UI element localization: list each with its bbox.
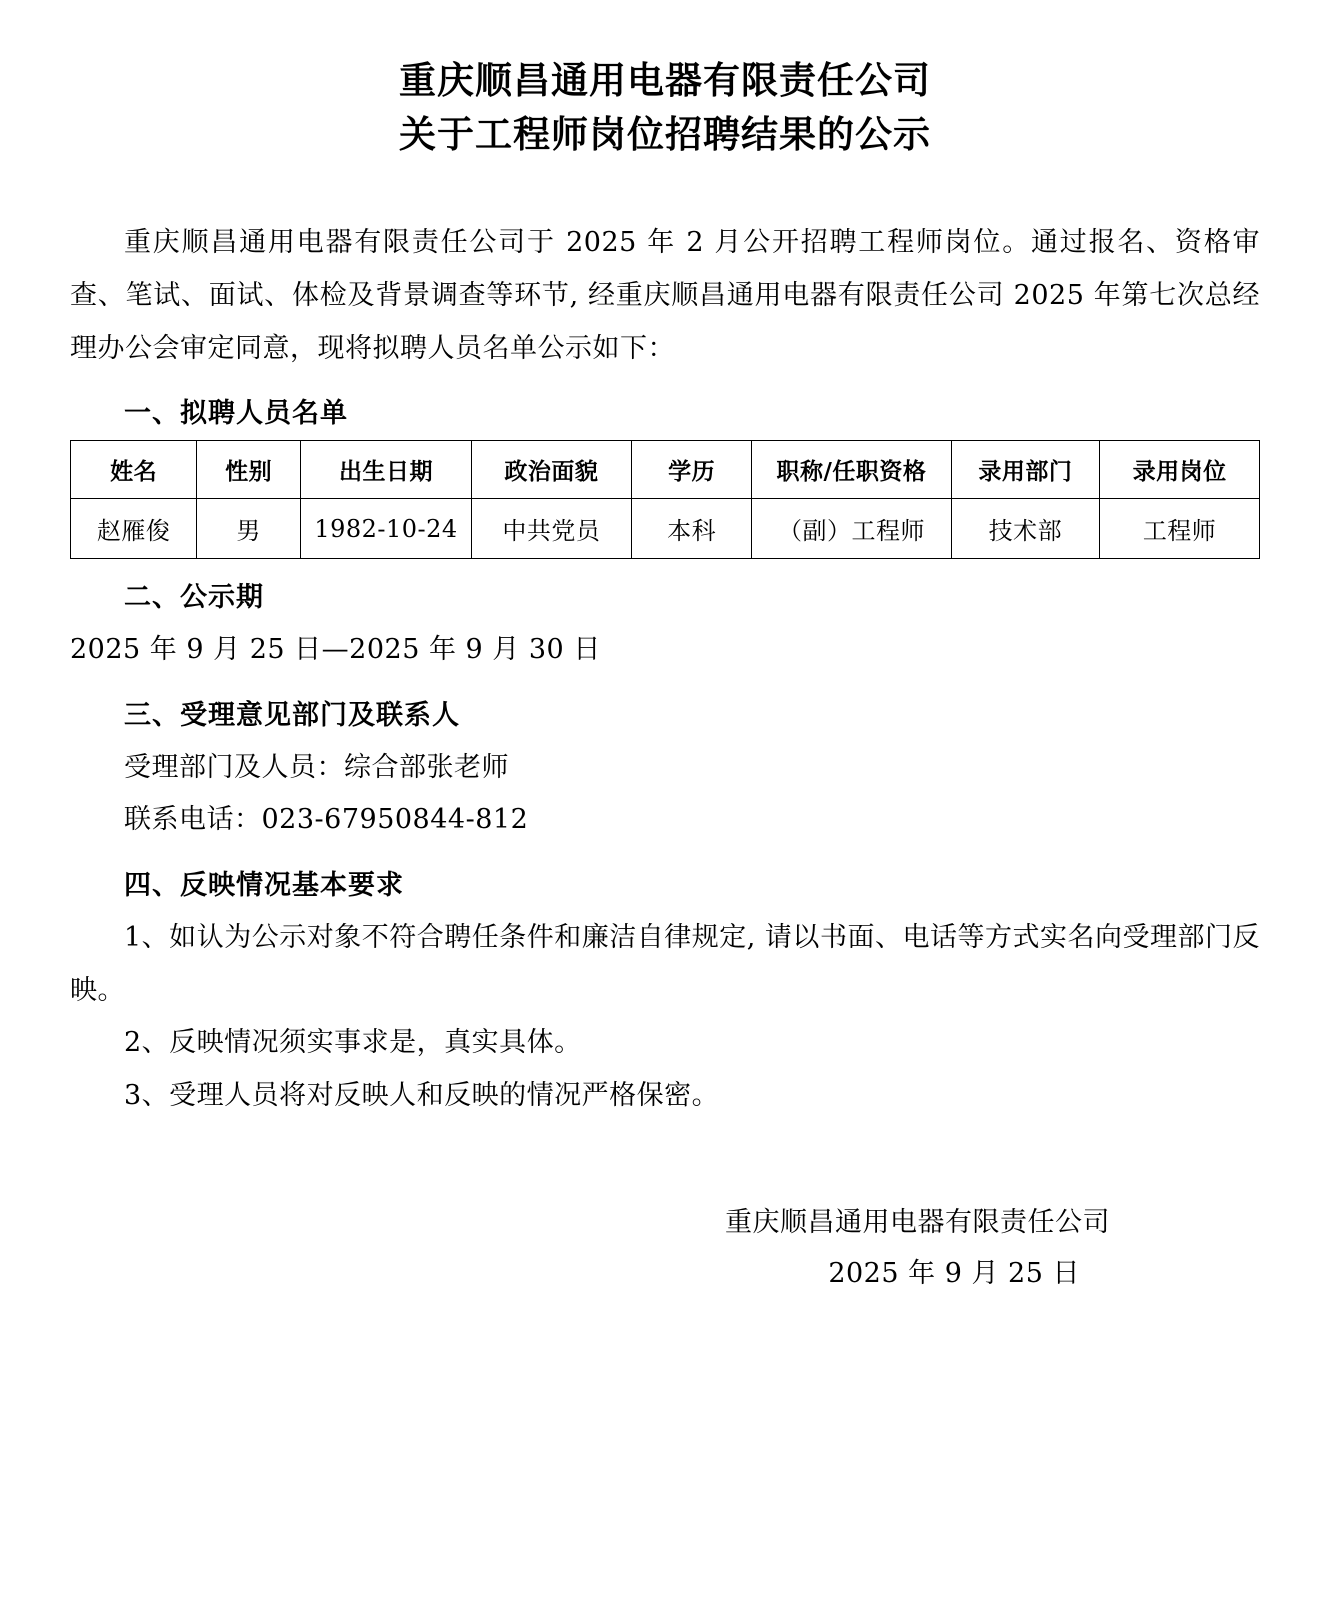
- section-heading-requirements: 四、反映情况基本要求: [124, 870, 404, 902]
- cell-gender: 男: [197, 499, 301, 559]
- cell-education: 本科: [631, 499, 752, 559]
- column-header-political-status: 政治面貌: [472, 441, 632, 499]
- contact-department-line: 受理部门及人员：综合部张老师: [124, 751, 509, 783]
- section-heading-contact: 三、受理意见部门及联系人: [124, 699, 460, 731]
- column-header-education: 学历: [631, 441, 752, 499]
- requirement-item-3: 3、受理人员将对反映人和反映的情况严格保密。: [124, 1080, 720, 1112]
- requirement-item-2: 2、反映情况须实事求是，真实具体。: [124, 1027, 582, 1059]
- roster-table: [70, 440, 1260, 559]
- column-header-birthdate: 出生日期: [300, 441, 471, 499]
- column-header-name: 姓名: [71, 441, 197, 499]
- page-title: [70, 54, 1260, 161]
- title-line-1: 重庆顺昌通用电器有限责任公司: [399, 59, 931, 102]
- section-heading-publicity-period: 二、公示期: [124, 582, 264, 614]
- title-line-2: 关于工程师岗位招聘结果的公示: [399, 112, 931, 156]
- cell-political-status: 中共党员: [472, 499, 632, 559]
- signature-block: [70, 1197, 1260, 1300]
- column-header-title-qualification: 职称/任职资格: [752, 441, 951, 499]
- signature-date: 2025 年 9 月 25 日: [828, 1257, 1080, 1289]
- cell-position: 工程师: [1100, 499, 1260, 559]
- document-body: [70, 217, 1260, 1299]
- contact-phone-line: 联系电话：023-67950844-812: [124, 804, 529, 836]
- intro-paragraph: 重庆顺昌通用电器有限责任公司于 2025 年 2 月公开招聘工程师岗位。通过报名、资格审查、笔试、面试、体检及背景调查等环节, 经重庆顺昌通用电器有限责任公司 2025 年第七次总经理办公会审定同意，现将拟聘人员名单公示如下：: [70, 227, 1260, 364]
- signature-organization: 重庆顺昌通用电器有限责任公司: [725, 1206, 1110, 1238]
- cell-birthdate: 1982-10-24: [300, 499, 471, 559]
- column-header-department: 录用部门: [951, 441, 1100, 499]
- column-header-position: 录用岗位: [1100, 441, 1260, 499]
- cell-title-qualification: （副）工程师: [752, 499, 951, 559]
- requirement-item-1: 1、如认为公示对象不符合聘任条件和廉洁自律规定, 请以书面、电话等方式实名向受理部门反映。: [70, 922, 1260, 1006]
- section-heading-roster: 一、拟聘人员名单: [124, 398, 348, 430]
- table-row: [71, 499, 1260, 559]
- publicity-period-value: 2025 年 9 月 25 日—2025 年 9 月 30 日: [70, 634, 601, 666]
- column-header-gender: 性别: [197, 441, 301, 499]
- cell-name: 赵雁俊: [71, 499, 197, 559]
- cell-department: 技术部: [951, 499, 1100, 559]
- table-header-row: [71, 441, 1260, 499]
